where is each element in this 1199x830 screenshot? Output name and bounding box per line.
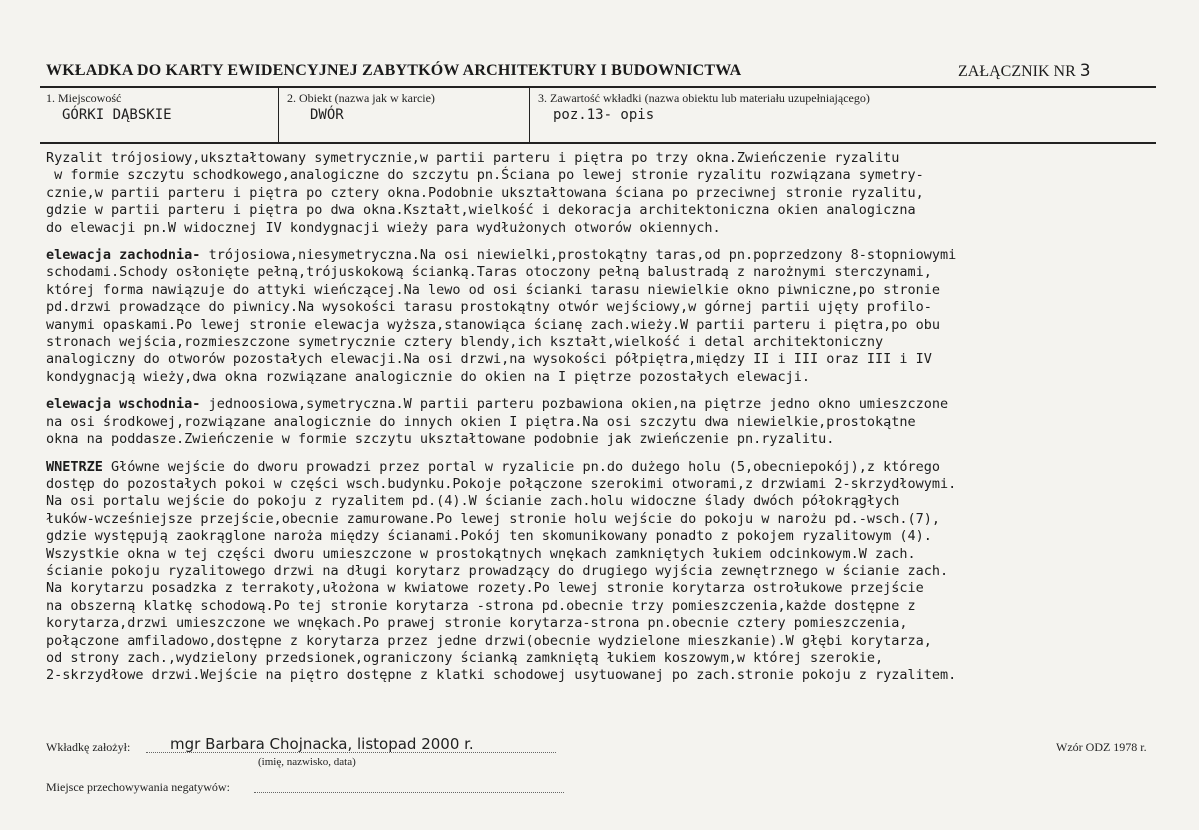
interior-paragraph bbox=[46, 459, 1156, 685]
paragraph-text: Główne wejście do dworu prowadzi przez portal w ryzalicie pn.do dużego holu (5,obecniepokój),z którego dostęp do pozostałych pokoi w części wsch.budynku.Pokoje połączone szerokimi otworami,z drzwiami 2-skrzydłowymi. Na osi portalu wejście do pokoju z ryzalitem pd.(4).W ścianie zach.holu widoczne ślady dwóch półokrągłych łuków-wcześniejsze przejście,obecnie zamurowane.Po lewej stronie holu wejście do pokoju w narożu pd.-wsch.(7), gdzie występują zaokrąglone naroża między ścianami.Pokój ten skomunikowany ponadto z pokojem ryzalitowym (4). Wszystkie okna w tej części dworu umieszczone w prostokątnych wnękach zamkniętych łukiem odcinkowym.W zach. ścianie pokoju ryzalitowego drzwi na długi korytarz prowadzący do drugiego wyjścia zewnętrznego w ścianie zach. Na korytarzu posadzka z terrakoty,ułożona w kwiatowe rozety.Po lewej stronie korytarza ostrołukowe przejście na obszerną klatkę schodową.Po tej stronie korytarza -strona pd.obecnie trzy pomieszczenia,każde dostępne z korytarza,drzwi umieszczone we wnękach.Po prawej stronie korytarza-strona pn.obecnie cztery pomieszczenia, połączone amfiladowo,dostępne z korytarza przez jedne drzwi(obecnie wydzielone mieszkanie).W głębi korytarza, od strony zach.,wydzielony przedsionek,ograniczony ścianką zamkniętą łukiem koszowym,w której szerokie, 2-skrzydłowe drzwi.Wejście na piętro dostępne z klatki schodowej usytuowanej po zach.stronie pokoju z ryzalitem. bbox=[46, 458, 957, 684]
paragraph-heading: WNETRZE bbox=[46, 458, 103, 475]
content-label: 3. Zawartość wkładki (nazwa obiektu lub materiału uzupełniającego) bbox=[538, 91, 870, 105]
paragraph-heading: elewacja zachodnia- bbox=[46, 247, 201, 264]
east-elevation-paragraph bbox=[46, 396, 1156, 448]
field-divider bbox=[529, 87, 530, 142]
author-label: Wkładkę założył: bbox=[46, 740, 131, 754]
field-divider bbox=[278, 87, 279, 142]
header-rule bbox=[40, 86, 1156, 88]
west-elevation-paragraph bbox=[46, 247, 1156, 386]
annex-heading bbox=[958, 61, 1091, 81]
locality-value: GÓRKI DĄBSKIE bbox=[62, 107, 172, 123]
author-caption: (imię, nazwisko, data) bbox=[258, 756, 356, 768]
locality-label: 1. Miejscowość bbox=[46, 91, 122, 105]
annex-label: ZAŁĄCZNIK NR bbox=[958, 63, 1076, 80]
author-value: mgr Barbara Chojnacka, listopad 2000 r. bbox=[170, 735, 474, 753]
description-body bbox=[46, 150, 1156, 695]
annex-number: 3 bbox=[1079, 61, 1091, 81]
object-value: DWÓR bbox=[310, 107, 344, 123]
paragraph-text: trójosiowa,niesymetryczna.Na osi niewielki,prostokątny taras,od pn.poprzedzony 8-stopniowymi schodami.Schody osłonięte pełną,trójuskokową ścianką.Taras otoczony pełną balustradą z narożnymi sterczynami, której forma nawiązuje do attyki wieńczącej.Na lewo od osi ścianki tarasu niewielkie okno piwniczne,po stronie pd.drzwi prowadzące do piwnicy.Na wysokości tarasu prostokątny otwór wejściowy,w górnej partii ujęty profilo- wanymi opaskami.Po lewej stronie elewacja wyższa,stanowiąca ścianę zach.wieży.W partii parteru i piętra,po obu stronach wejścia,rozmieszczone symetrycznie cztery blendy,ich kształt,wielkość i detal architektoniczny analogiczny do otworów pozostałych elewacji.Na osi drzwi,na wysokości półpiętra,między II i III oraz III i IV kondygnacją wieży,dwa okna rozwiązane analogicznie do okien na I piętrze pozostałych elewacji. bbox=[46, 247, 957, 385]
negatives-dotted-line bbox=[254, 792, 564, 793]
form-reference: Wzór ODZ 1978 r. bbox=[1056, 740, 1147, 754]
content-value: poz.13- opis bbox=[553, 107, 655, 123]
paragraph-heading: elewacja wschodnia- bbox=[46, 396, 201, 413]
negatives-label: Miejsce przechowywania negatywów: bbox=[46, 780, 230, 794]
description-paragraph: Ryzalit trójosiowy,ukształtowany symetrycznie,w partii parteru i piętra po trzy okna.Zwieńczenie ryzalitu w formie szczytu schodkowego,analogiczne do szczytu pn.Ściana po lewej stronie ryzalitu rozwiązana symetry- cznie,w partii parteru i piętra po cztery okna.Podobnie ukształtowana ściana po przeciwnej stronie ryzalitu, gdzie w partii parteru i piętra po dwa okna.Kształt,wielkość i dekoracja architektoniczna okien analogiczna do elewacji pn.W widocznej IV kondygnacji wieży para wydłużonych otworów okiennych. bbox=[46, 150, 924, 236]
paragraph-text: jednoosiowa,symetryczna.W partii parteru pozbawiona okien,na piętrze jedno okno umieszczone na osi środkowej,rozwiązane analogicznie do innych okien I piętra.Na osi szczytu dwa niewielkie,prostokątne okna na poddasze.Zwieńczenie w formie szczytu ukształtowane podobnie jak zwieńczenie pn.ryzalitu. bbox=[46, 396, 949, 448]
object-label: 2. Obiekt (nazwa jak w karcie) bbox=[287, 91, 435, 105]
fields-rule bbox=[40, 142, 1156, 144]
document-title: WKŁADKA DO KARTY EWIDENCYJNEJ ZABYTKÓW ARCHITEKTURY I BUDOWNICTWA bbox=[46, 62, 742, 79]
